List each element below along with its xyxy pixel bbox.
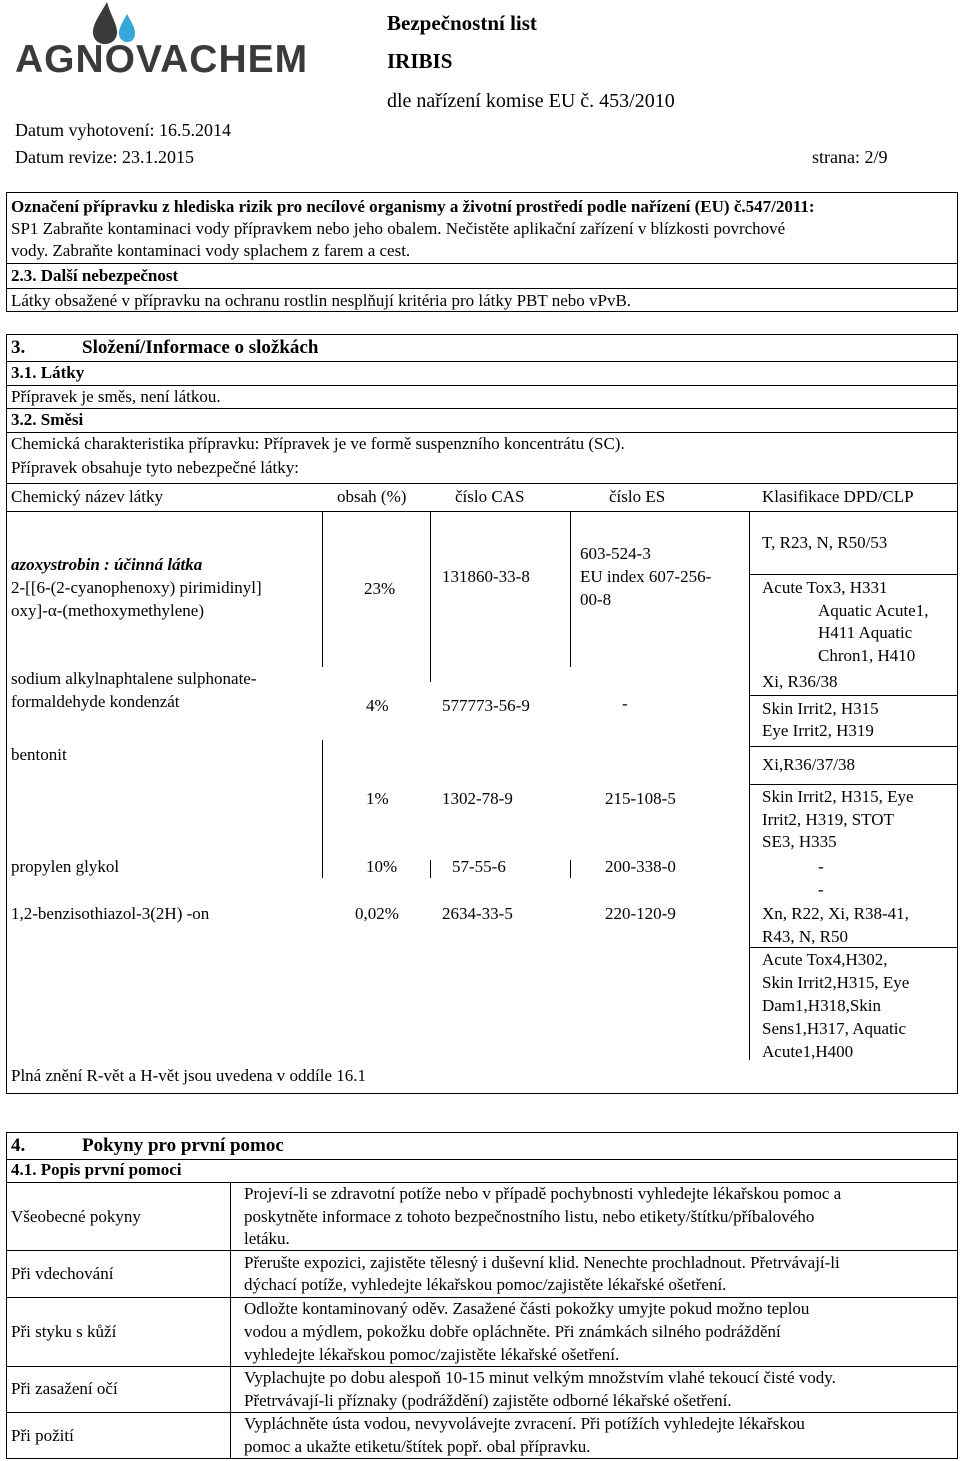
first-aid-text: vodou a mýdlem, pokožku dobře opláchněte. Při známkách silného podráždění [244,1322,781,1341]
substance-es: 220-120-9 [605,904,676,923]
classification-clp: Acute Tox3, H331 [762,578,888,597]
classification-dpd: Xi,R36/37/38 [762,755,856,774]
classification-dpd: - [818,857,824,876]
substance-statement: Přípravek je směs, není látkou. [11,387,221,406]
classification-clp: SE3, H335 [762,832,837,851]
first-aid-label: Při styku s kůží [11,1322,117,1341]
substance-es: EU index 607-256- [580,567,712,586]
first-aid-text: vyhledejte lékařskou pomoc/zajistěte lékařské ošetření. [244,1345,620,1364]
classification-dpd: R43, N, R50 [762,927,848,946]
classification-dpd: Xn, R22, Xi, R38-41, [762,904,909,923]
first-aid-label: Při vdechování [11,1264,114,1283]
heading-2-3: 2.3. Další nebezpečnost [11,266,179,285]
divider [6,288,958,289]
section-3-number: 3. [11,337,26,358]
mixture-characteristic: Chemická charakteristika přípravku: Přípravek je ve formě suspenzního koncentrátu (SC). [11,434,625,453]
divider [6,483,958,484]
substance-cas: 577773-56-9 [442,696,530,715]
column-header: číslo CAS [455,487,525,506]
classification-clp: Skin Irrit2, H315 [762,699,879,718]
column-header: Chemický název látky [11,487,164,506]
first-aid-text: dýchací potíže, vyhledejte lékařskou pomoc/zajistěte lékařské ošetření. [244,1275,727,1294]
substance-name: bentonit [11,745,67,764]
heading-3-2: 3.2. Směsi [11,410,84,429]
column-header: Klasifikace DPD/CLP [762,487,914,506]
row-divider [749,574,957,575]
classification-clp: Acute Tox4,H302, [762,950,888,969]
first-aid-label: Při zasažení očí [11,1379,118,1398]
column-divider [430,860,431,878]
table-border [957,512,958,1094]
substance-es: 00-8 [580,590,612,609]
divider [6,263,958,264]
classification-clp: H411 Aquatic [818,623,913,642]
substance-name: propylen glykol [11,857,120,876]
substance-cas: 57-55-6 [452,857,506,876]
row-divider [749,784,957,785]
column-divider [570,512,571,667]
first-aid-text: Projeví-li se zdravotní potíže nebo v případě pochybnosti vyhledejte lékařskou pomoc a [244,1184,842,1203]
column-divider [749,512,750,1060]
substance-es: 603-524-3 [580,544,651,563]
first-aid-text: pomoc a ukažte etiketu/štítek popř. obal přípravku. [244,1437,591,1456]
substance-es: 215-108-5 [605,789,676,808]
company-logo [15,0,335,80]
substance-content: 0,02% [355,904,399,923]
classification-clp: Acute1,H400 [762,1042,854,1061]
first-aid-text: poskytněte informace z tohoto bezpečnostního listu, nebo etikety/štítku/příbalového [244,1207,815,1226]
page-number: strana: 2/9 [812,147,888,167]
regulation-reference: dle nařízení komise EU č. 453/2010 [387,90,675,112]
classification-dpd: T, R23, N, R50/53 [762,533,888,552]
first-aid-text: Vypláchněte ústa vodou, nevyvolávejte zvracení. Při potížích vyhledejte lékařskou [244,1414,805,1433]
substance-content: 10% [366,857,398,876]
substance-es: - [622,694,628,713]
substance-content: 23% [364,579,396,598]
date-created: Datum vyhotovení: 16.5.2014 [15,120,231,140]
substance-cas: 1302-78-9 [442,789,513,808]
classification-clp: Dam1,H318,Skin [762,996,881,1015]
classification-clp: Sens1,H317, Aquatic [762,1019,907,1038]
footnote-r-h-phrases: Plná znění R-vět a H-vět jsou uvedena v oddíle 16.1 [11,1066,367,1085]
substance-name-italic: azoxystrobin : účinná látka [11,555,203,574]
product-name: IRIBIS [387,49,453,73]
classification-clp: Aquatic Acute1, [818,601,929,620]
column-header: obsah (%) [337,487,407,506]
date-revised: Datum revize: 23.1.2015 [15,147,194,167]
classification-dpd: Xi, R36/38 [762,672,838,691]
first-aid-label: Všeobecné pokyny [11,1207,141,1226]
heading-4-1: 4.1. Popis první pomoci [11,1160,182,1179]
env-text-line: vody. Zabraňte kontaminaci vody splachem z farem a cest. [11,241,411,260]
first-aid-text: Přerušte expozici, zajistěte tělesný i duševní klid. Nenechte prochladnout. Přetrvávají-li [244,1253,840,1272]
substance-cas: 131860-33-8 [442,567,530,586]
column-divider [322,740,323,878]
section-4-number: 4. [11,1135,26,1156]
classification-clp: Eye Irrit2, H319 [762,721,874,740]
divider [6,408,958,409]
section-3-title: Složení/Informace o složkách [82,337,319,358]
substance-name: 1,2-benzisothiazol-3(2H) -on [11,904,210,923]
first-aid-text: Přetrvávají-li příznaky (podráždění) zajistěte odborné lékařské ošetření. [244,1391,732,1410]
heading-3-1: 3.1. Látky [11,363,85,382]
substance-name: formaldehyde kondenzát [11,692,180,711]
first-aid-text: Vyplachujte po dobu alespoň 10-15 minut velkým množstvím vlahé tekoucí čisté vody. [244,1368,836,1387]
substance-name: 2-[[6-(2-cyanophenoxy) pirimidinyl] [11,578,262,597]
substance-es: 200-338-0 [605,857,676,876]
first-aid-text: Odložte kontaminovaný oděv. Zasažené části pokožky umyjte pokud možno teplou [244,1299,810,1318]
classification-clp: Skin Irrit2,H315, Eye [762,973,910,992]
classification-clp: - [818,880,824,899]
classification-clp: Skin Irrit2, H315, Eye [762,787,914,806]
substance-content: 4% [366,696,389,715]
logo-wordmark: AGNOVACHEM [15,38,309,81]
column-divider [322,512,323,667]
row-divider [6,1250,958,1251]
pbt-statement: Látky obsažené v přípravku na ochranu rostlin nesplňují kritéria pro látky PBT nebo vPvB. [11,291,632,310]
classification-clp: Chron1, H410 [818,646,916,665]
classification-clp: Irrit2, H319, STOT [762,810,894,829]
row-divider [749,695,957,696]
first-aid-label: Při požití [11,1426,74,1445]
row-divider [749,746,957,747]
column-divider [570,860,571,878]
hazardous-substances-intro: Přípravek obsahuje tyto nebezpečné látky: [11,458,299,477]
substance-content: 1% [366,789,389,808]
substance-cas: 2634-33-5 [442,904,513,923]
column-divider [430,512,431,682]
table-border [6,1093,958,1094]
column-header: číslo ES [609,487,666,506]
substance-name: sodium alkylnaphtalene sulphonate- [11,669,257,688]
first-aid-text: letáku. [244,1229,290,1248]
env-classification-title: Označení přípravku z hlediska rizik pro necílové organismy a životní prostředí podle nařízení (EU) č.547/2011: [11,197,815,216]
env-text-line: SP1 Zabraňte kontaminaci vody přípravkem nebo jeho obalem. Nečistěte aplikační zařízení v blízkosti povrchové [11,219,786,238]
substance-name: oxy]-α-(methoxymethylene) [11,601,205,620]
document-title: Bezpečnostní list [387,11,537,35]
divider [6,361,958,362]
column-divider [230,1182,231,1459]
table-border [6,512,7,1094]
section-4-title: Pokyny pro první pomoc [82,1135,284,1156]
